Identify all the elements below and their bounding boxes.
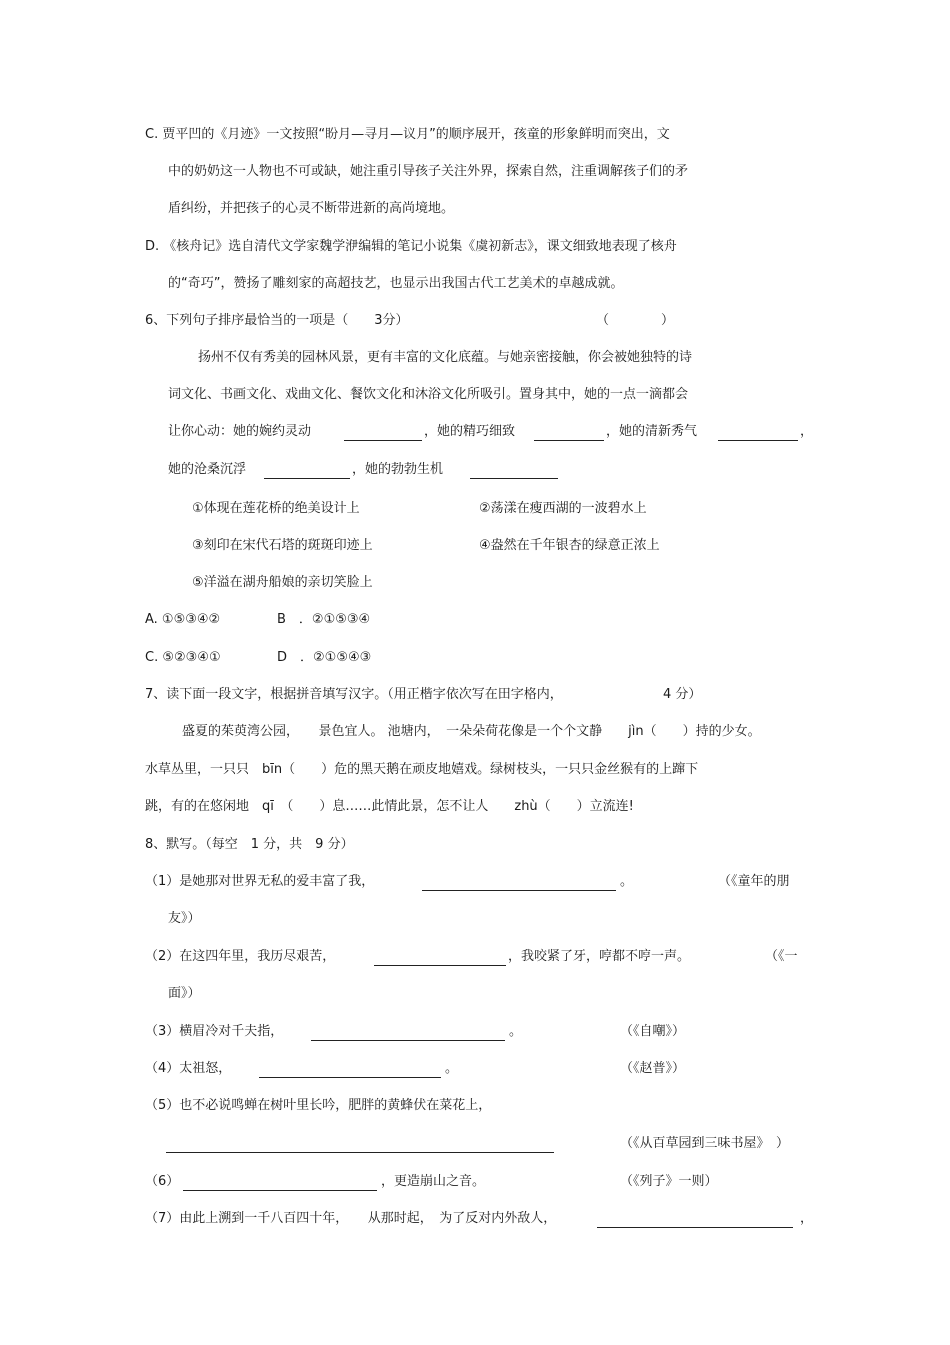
q8-item7-text: （7）由此上溯到一千八百四十年， 从那时起， 为了反对内外敌人， (145, 1211, 557, 1226)
q7-passage-line2: 水草丛里，一只只 bīn（ ）危的黑天鹅在顽皮地嬉戏。绿树枝头，一只只金丝猴有的上蹿下 (145, 762, 699, 777)
q6-choice-b[interactable]: B ．②①⑤③④ (277, 612, 371, 627)
q8-blank-7[interactable] (597, 1213, 793, 1228)
q8-item1-end: 。 (620, 874, 634, 889)
q6-choice-c[interactable]: C. ⑤②③④① (145, 650, 221, 665)
q6-passage-line3b: ，她的精巧细致 (424, 424, 516, 439)
q6-answer-paren: （ ） (596, 313, 675, 328)
q6-item-2: ②荡漾在瘦西湖的一波碧水上 (479, 501, 647, 516)
q6-blank-4[interactable] (264, 464, 350, 479)
q8-item1-source-cont: 友》） (168, 911, 201, 926)
q6-blank-1[interactable] (344, 426, 422, 441)
option-c-line2: 中的奶奶这一人物也不可或缺，她注重引导孩子关注外界，探索自然，注重调解孩子们的矛 (168, 164, 689, 179)
q8-item6-source: （《列子》一则） (620, 1174, 718, 1189)
q6-passage-line4a: 她的沧桑沉浮 (168, 462, 247, 477)
q8-item2-source: （《一 (765, 949, 798, 964)
q8-item3-text: （3）横眉冷对千夫指， (145, 1024, 284, 1039)
q8-stem: 8、默写。（每空 1 分，共 9 分） (145, 837, 354, 852)
q8-item2-cont: ，我咬紧了牙，哼都不哼一声。 (508, 949, 691, 964)
q8-blank-1[interactable] (422, 876, 616, 891)
q8-blank-3[interactable] (311, 1026, 505, 1041)
q8-blank-5[interactable] (166, 1138, 554, 1153)
q6-passage-line2: 词文化、书画文化、戏曲文化、餐饮文化和沐浴文化所吸引。置身其中，她的一点一滴都会 (168, 387, 689, 402)
q8-item3-end: 。 (509, 1024, 523, 1039)
option-c-line3: 盾纠纷，并把孩子的心灵不断带进新的高尚境地。 (168, 201, 455, 216)
q6-passage-line3c: ，她的清新秀气 (606, 424, 698, 439)
q6-choice-d[interactable]: D ．②①⑤④③ (277, 650, 372, 665)
q6-passage-line4b: ，她的勃勃生机 (352, 462, 444, 477)
q8-item4-end: 。 (445, 1061, 459, 1076)
q8-item5-source: （《从百草园到三味书屋》 ） (620, 1136, 790, 1151)
q6-stem: 6、下列句子排序最恰当的一项是（ 3分） (145, 313, 409, 328)
q7-passage-line3: 跳，有的在悠闲地 qī （ ）息……此情此景，怎不让人 zhù（ ）立流连! (145, 799, 634, 814)
q7-score: 4 分） (663, 687, 702, 702)
q6-blank-3[interactable] (718, 426, 798, 441)
q8-item2-text: （2）在这四年里，我历尽艰苦， (145, 949, 336, 964)
q8-item6-label: （6） (145, 1174, 180, 1189)
q6-item-3: ③刻印在宋代石塔的斑斑印迹上 (192, 538, 373, 553)
q7-passage-line1: 盛夏的茱萸湾公园， 景色宜人。 池塘内， 一朵朵荷花像是一个个文静 jìn（ ）持的少女。 (182, 724, 761, 739)
q8-item4-text: （4）太祖怒， (145, 1061, 232, 1076)
q8-item6-text: ，更造崩山之音。 (381, 1174, 486, 1189)
option-c-line1: C. 贾平凹的《月迹》一文按照“盼月—寻月—议月”的顺序展开，孩童的形象鲜明而突出，文 (145, 127, 670, 142)
option-d-line2: 的“奇巧”，赞扬了雕刻家的高超技艺，也显示出我国古代工艺美术的卓越成就。 (168, 276, 624, 291)
q6-blank-5[interactable] (470, 464, 558, 479)
q8-blank-2[interactable] (374, 951, 506, 966)
q8-item4-source: （《赵普》） (620, 1061, 686, 1076)
q6-blank-2[interactable] (534, 426, 604, 441)
option-d-line1: D. 《核舟记》选自清代文学家魏学洢编辑的笔记小说集《虞初新志》，课文细致地表现了核舟 (145, 239, 677, 254)
q6-passage-line3a: 让你心动：她的婉约灵动 (168, 424, 312, 439)
q6-item-4: ④盎然在千年银杏的绿意正浓上 (479, 538, 660, 553)
q8-item2-source-cont: 面》） (168, 986, 201, 1001)
q8-item3-source: （《自嘲》） (620, 1024, 686, 1039)
q6-passage-line1: 扬州不仅有秀美的园林风景，更有丰富的文化底蕴。与她亲密接触，你会被她独特的诗 (198, 350, 693, 365)
q8-blank-6[interactable] (183, 1176, 377, 1191)
q8-item5-text: （5）也不必说鸣蝉在树叶里长吟，肥胖的黄蜂伏在菜花上， (145, 1098, 492, 1113)
q6-item-5: ⑤洋溢在湖舟船娘的亲切笑脸上 (192, 575, 373, 590)
q8-item1-text: （1）是她那对世界无私的爱丰富了我， (145, 874, 375, 889)
q6-passage-line3d: ， (800, 424, 814, 439)
q7-stem: 7、读下面一段文字，根据拼音填写汉字。（用正楷字依次写在田字格内， (145, 687, 563, 702)
q8-item7-end: ， (800, 1211, 814, 1226)
q8-item1-source: （《童年的朋 (718, 874, 790, 889)
q6-item-1: ①体现在莲花桥的绝美设计上 (192, 501, 360, 516)
q8-blank-4[interactable] (259, 1063, 441, 1078)
q6-choice-a[interactable]: A. ①⑤③④② (145, 612, 221, 627)
